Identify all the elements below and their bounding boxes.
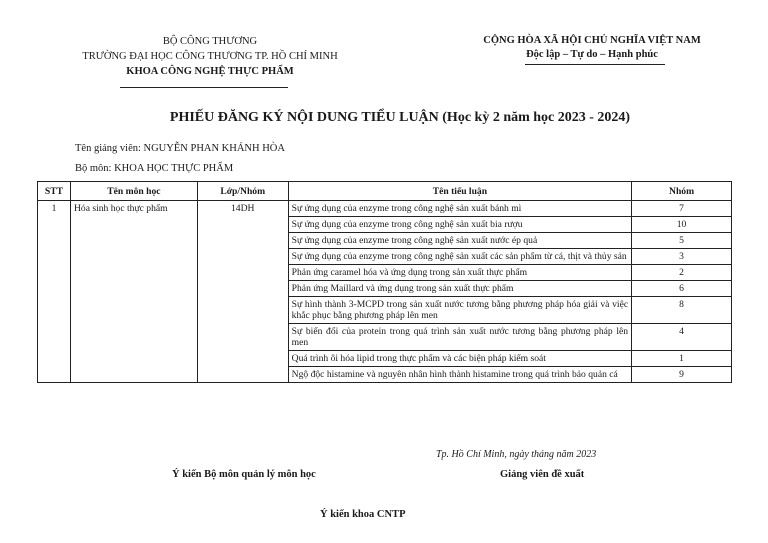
cell-group: 5 <box>632 233 732 249</box>
header-group: Nhóm <box>632 182 732 201</box>
cell-group: 10 <box>632 217 732 233</box>
document-title: PHIẾU ĐĂNG KÝ NỘI DUNG TIỂU LUẬN (Học kỳ 2 năm học 2023 - 2024) <box>169 110 631 125</box>
department-opinion-label: Ý kiến Bộ môn quản lý môn học <box>172 469 316 480</box>
national-motto: Độc lập – Tự do – Hạnh phúc <box>526 49 658 60</box>
faculty-opinion-label: Ý kiến khoa CNTP <box>320 509 406 520</box>
university-name: TRƯỜNG ĐẠI HỌC CÔNG THƯƠNG TP. HỒ CHÍ MINH <box>82 51 338 62</box>
lecturer-line: Tên giảng viên: NGUYỄN PHAN KHÁNH HÒA <box>75 143 285 154</box>
table-body <box>38 201 732 383</box>
cell-topic: Ngộ độc histamine và nguyên nhân hình thành histamine trong quá trình bảo quản cá <box>288 367 631 383</box>
faculty-name: KHOA CÔNG NGHỆ THỰC PHẨM <box>126 66 294 77</box>
motto-underline <box>525 64 665 65</box>
cell-group: 6 <box>632 281 732 297</box>
table-row <box>38 201 732 217</box>
ministry-name: BỘ CÔNG THƯƠNG <box>162 36 258 47</box>
registration-table <box>37 181 732 383</box>
cell-topic: Sự ứng dụng của enzyme trong công nghệ sản xuất nước ép quả <box>288 233 631 249</box>
cell-group: 8 <box>632 297 732 324</box>
country-name: CỘNG HÒA XÃ HỘI CHỦ NGHĨA VIỆT NAM <box>483 35 701 46</box>
cell-topic: Sự ứng dụng của enzyme trong công nghệ sản xuất bánh mì <box>288 201 631 217</box>
cell-topic: Sự hình thành 3-MCPD trong sản xuất nước tương bằng phương pháp hóa giải và việc khắc phục bằng phương pháp lên men <box>288 297 631 324</box>
cell-topic: Sự ứng dụng của enzyme trong công nghệ sản xuất các sản phẩm từ cá, thịt và thủy sản <box>288 249 631 265</box>
header-class: Lớp/Nhóm <box>197 182 288 201</box>
header-subject: Tên môn học <box>70 182 197 201</box>
department-line: Bộ môn: KHOA HỌC THỰC PHẨM <box>75 163 234 174</box>
cell-subject: Hóa sinh học thực phẩm <box>70 201 197 383</box>
header-left <box>60 34 360 79</box>
cell-topic: Phản ứng Maillard và ứng dụng trong sản xuất thực phẩm <box>288 281 631 297</box>
cell-group: 3 <box>632 249 732 265</box>
cell-group: 2 <box>632 265 732 281</box>
cell-class: 14DH <box>197 201 288 383</box>
header-stt: STT <box>38 182 71 201</box>
lecturer-proposal-label: Giảng viên đề xuất <box>500 469 585 480</box>
cell-group: 7 <box>632 201 732 217</box>
cell-topic: Sự ứng dụng của enzyme trong công nghệ sản xuất bia rượu <box>288 217 631 233</box>
table-header-row <box>38 182 732 201</box>
cell-topic: Quá trình ôi hóa lipid trong thực phẩm và các biện pháp kiểm soát <box>288 351 631 367</box>
faculty-underline <box>120 87 288 88</box>
header-right <box>470 34 714 62</box>
place-date-line: Tp. Hồ Chí Minh, ngày tháng năm 2023 <box>436 449 597 460</box>
cell-group: 9 <box>632 367 732 383</box>
cell-group: 4 <box>632 324 732 351</box>
header-topic: Tên tiểu luận <box>288 182 631 201</box>
cell-group: 1 <box>632 351 732 367</box>
cell-topic: Sự biến đổi của protein trong quá trình sản xuất nước tương bằng phương pháp lên men <box>288 324 631 351</box>
cell-stt: 1 <box>38 201 71 383</box>
cell-topic: Phản ứng caramel hóa và ứng dụng trong sản xuất thực phẩm <box>288 265 631 281</box>
